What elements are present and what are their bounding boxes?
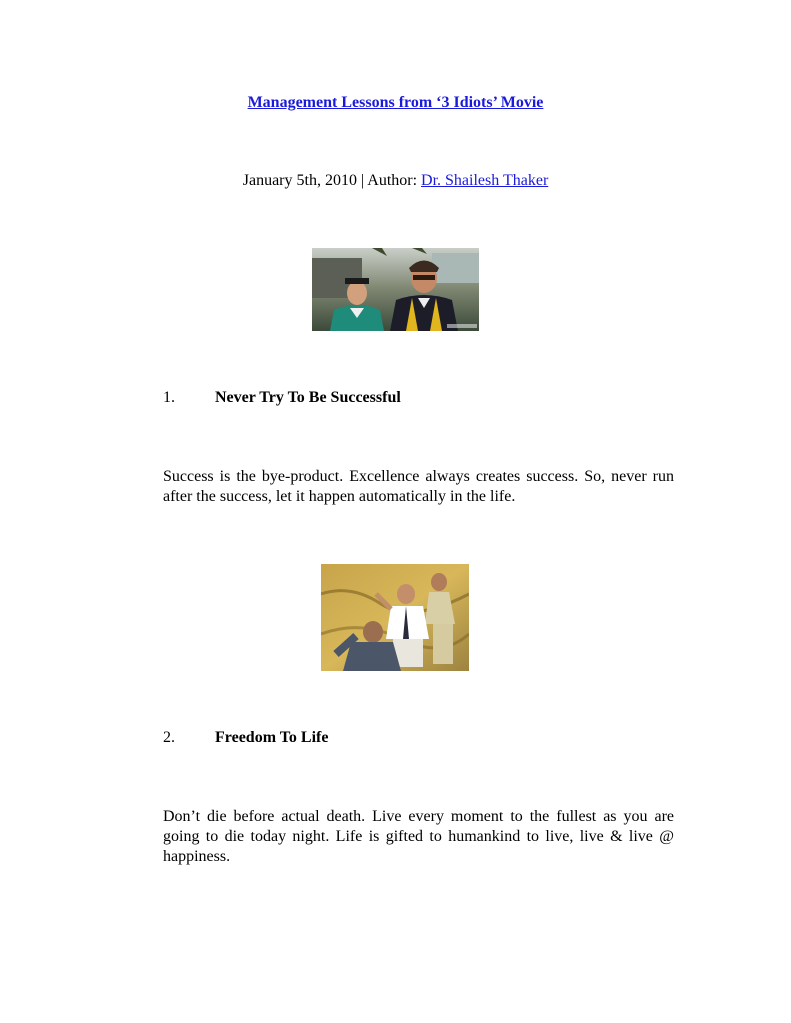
students-photo: [321, 564, 469, 671]
section-number: 2.: [163, 729, 175, 746]
section-title: Never Try To Be Successful: [215, 389, 401, 406]
section-heading: [163, 729, 683, 749]
section-title: Freedom To Life: [215, 729, 329, 746]
section-number: 1.: [163, 389, 175, 406]
author-link[interactable]: Dr. Shailesh Thaker: [421, 172, 549, 189]
page-title: [0, 94, 791, 112]
section-body: Success is the bye-product. Excellence always creates success. So, never run after the success, let it happen automatically in the life.: [163, 468, 674, 505]
graduation-photo: [312, 248, 479, 331]
byline: [0, 172, 791, 190]
byline-date: January 5th, 2010 | Author:: [242, 172, 422, 189]
section-heading: [163, 389, 683, 409]
title-link[interactable]: Management Lessons from ‘3 Idiots’ Movie: [247, 94, 544, 111]
section-body: Don’t die before actual death. Live every moment to the fullest as you are going to die today night. Life is gifted to humankind to live, live & live @ happiness.: [163, 808, 674, 865]
